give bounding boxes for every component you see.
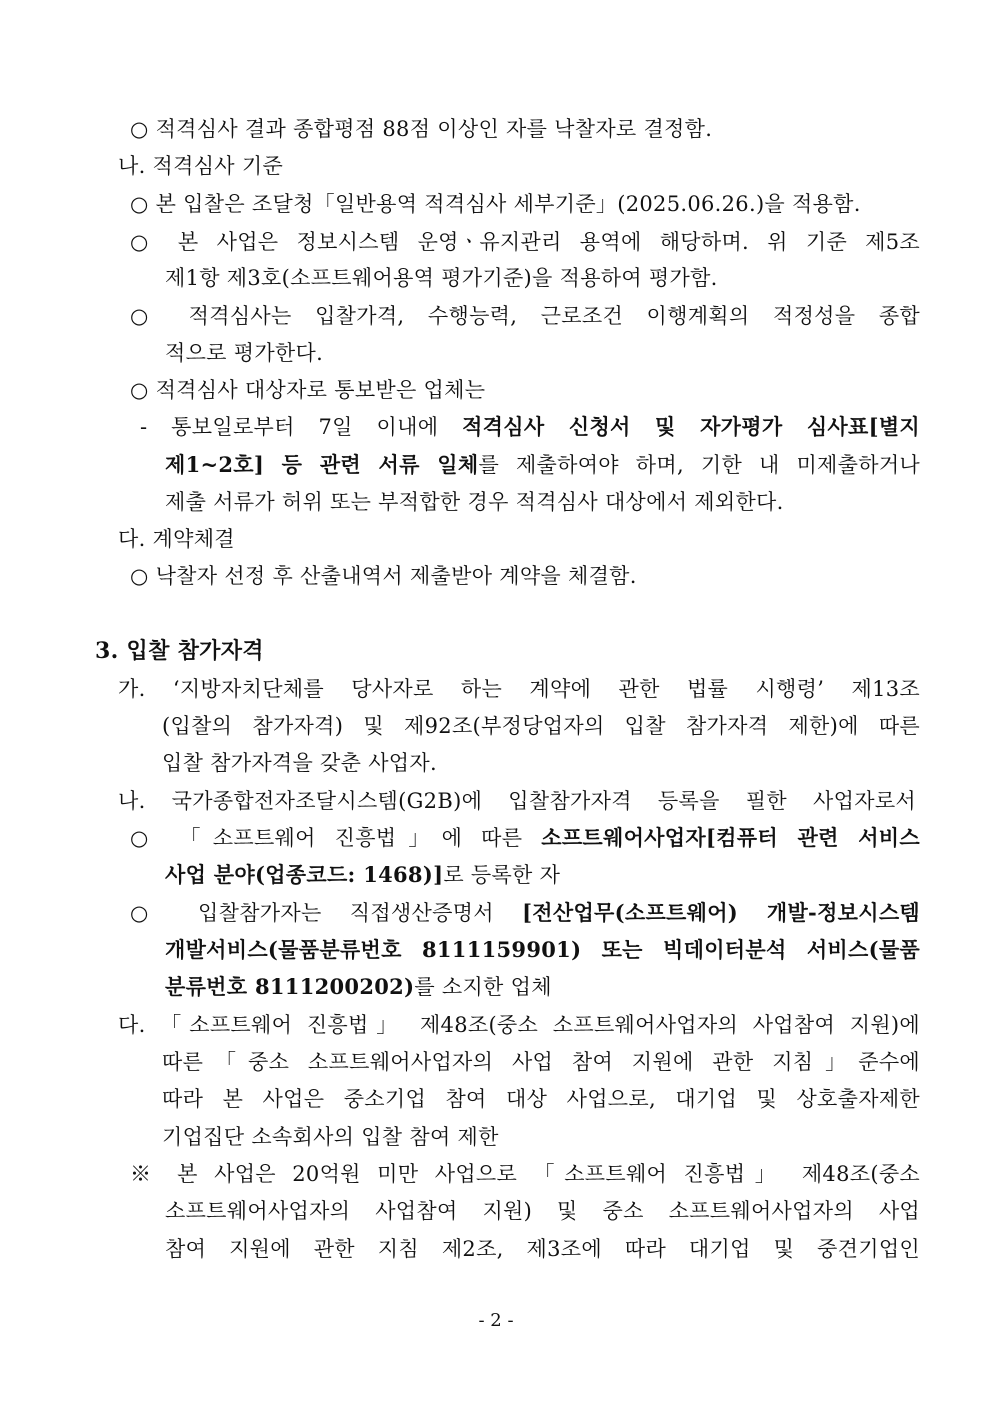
criteria-line-5: ○ 적격심사 대상자로 통보받은 업체는 [130, 378, 486, 402]
qual-ga-line-2: (입찰의 참가자격) 및 제92조(부정당업자의 입찰 참가자격 제한)에 따른 [162, 714, 920, 738]
qual-na-bullet-2: ○ 입찰참가자는 직접생산증명서 [전산업무(소프트웨어) 개발-정보시스템 [130, 900, 920, 925]
qual-ga-line-3: 입찰 참가자격을 갖춘 사업자. [162, 751, 437, 775]
note-line-2: 소프트웨어사업자의 사업참여 지원) 및 중소 소프트웨어사업자의 사업 [165, 1199, 920, 1223]
criteria-line-3: ○ 본 사업은 정보시스템 운영ㆍ유지관리 용역에 해당하며. 위 기준 제5조 [130, 230, 920, 254]
criteria-line-6: - 통보일로부터 7일 이내에 적격심사 신청서 및 자가평가 심사표[별지 [140, 414, 920, 439]
subheading-da-contract: 다. 계약체결 [118, 527, 235, 551]
qual-na-bullet-1: ○ 「소프트웨어 진흥법」에 따른 소프트웨어사업자[컴퓨터 관련 서비스 [130, 825, 920, 850]
page-number: - 2 - [478, 1310, 514, 1331]
criteria-line-6-cont: 제1~2호] 등 관련 서류 일체를 제출하여야 하며, 기한 내 미제출하거나 [165, 452, 920, 477]
section-heading-3: 3. 입찰 참가자격 [95, 638, 264, 664]
criteria-line-3-cont: 제1항 제3호(소프트웨어용역 평가기준)을 적용하여 평가함. [165, 266, 718, 290]
criteria-line-4-cont: 적으로 평가한다. [165, 341, 324, 365]
qual-na-bullet-1-cont: 사업 분야(업종코드: 1468)]로 등록한 자 [165, 862, 561, 887]
qual-ga-line-1: 가. ‘지방자치단체를 당사자로 하는 계약에 관한 법률 시행령’ 제13조 [118, 677, 920, 701]
note-line-1: ※ 본 사업은 20억원 미만 사업으로 「소프트웨어 진흥법」 제48조(중소 [130, 1162, 920, 1186]
qual-da-line-1: 다. 「소프트웨어 진흥법」 제48조(중소 소프트웨어사업자의 사업참여 지원)에 [118, 1013, 920, 1037]
criteria-line-1: ○ 적격심사 결과 종합평점 88점 이상인 자를 낙찰자로 결정함. [130, 117, 713, 141]
note-line-3: 참여 지원에 관한 지침 제2조, 제3조에 따라 대기업 및 중견기업인 [165, 1237, 920, 1261]
contract-line-1: ○ 낙찰자 선정 후 산출내역서 제출받아 계약을 체결함. [130, 564, 637, 588]
qual-da-line-3: 따라 본 사업은 중소기업 참여 대상 사업으로, 대기업 및 상호출자제한 [162, 1087, 920, 1111]
criteria-line-6-cont2: 제출 서류가 허위 또는 부적합한 경우 적격심사 대상에서 제외한다. [165, 490, 784, 514]
qual-da-line-4: 기업집단 소속회사의 입찰 참여 제한 [162, 1125, 499, 1149]
qual-na-line-1: 나. 국가종합전자조달시스템(G2B)에 입찰참가자격 등록을 필한 사업자로서 [118, 789, 916, 813]
qual-na-bullet-2-cont2: 분류번호 8111200202)를 소지한 업체 [165, 974, 552, 999]
subheading-na-criteria: 나. 적격심사 기준 [118, 154, 284, 178]
criteria-line-4: ○ 적격심사는 입찰가격, 수행능력, 근로조건 이행계획의 적정성을 종합 [130, 304, 920, 328]
qual-na-bullet-2-cont: 개발서비스(물품분류번호 8111159901) 또는 빅데이터분석 서비스(물품 [165, 937, 920, 962]
qual-da-line-2: 따른「중소 소프트웨어사업자의 사업 참여 지원에 관한 지침」준수에 [162, 1050, 920, 1074]
criteria-line-2: ○ 본 입찰은 조달청「일반용역 적격심사 세부기준」(2025.06.26.)을 적용함. [130, 192, 861, 216]
